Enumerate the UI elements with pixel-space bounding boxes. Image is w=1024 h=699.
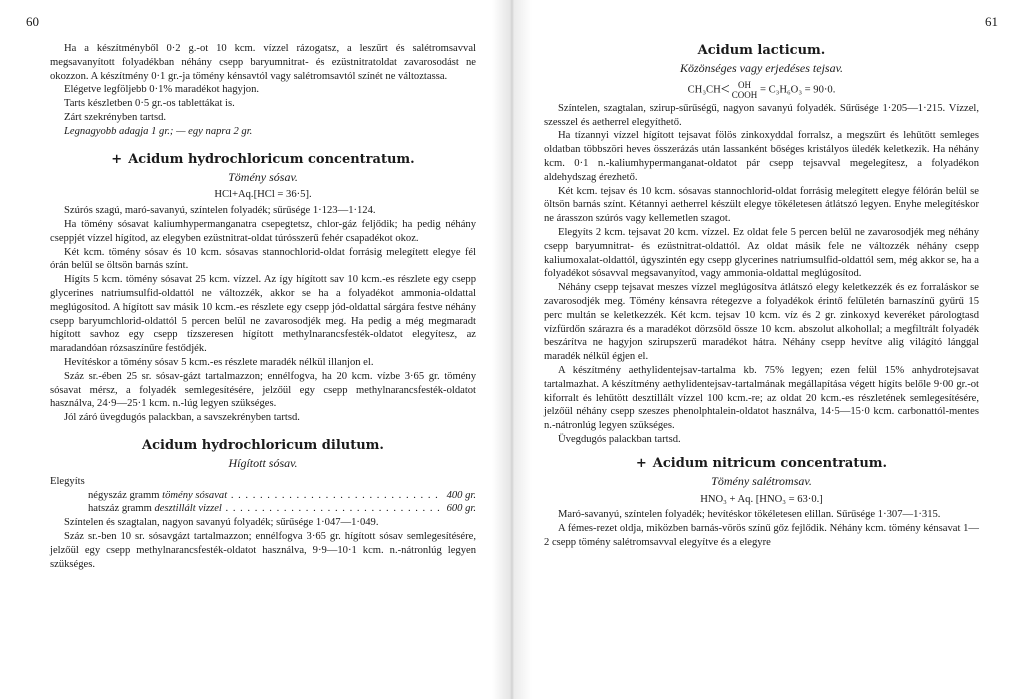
body-paragraph: Színtelen, szagtalan, szirup-sűrűségű, nagyon savanyú folyadék. Sűrűsége 1·205—1·215. Vízzel, szesszel és aetherrel elegyíthető. xyxy=(544,102,979,128)
body-paragraph: Hígíts 5 kcm. tömény sósavat 25 kcm. vízzel. Az így hígított sav 10 kcm.-es részlete egy csepp glycerines natriumsulfid-oldattól ne változzék, akkor se ha a folyadékot ammonia-oldattal meglúgosítod. A hígított sav másik 10 kcm.-es részlete egy csepp jód-oldattal sárgára festve néhány csepp baryumchlorid-oldattól 5 percen belül ne zavarosodjék meg. Ha pedig a még megmaradt hígított savhoz egy csepp tízszeresen hígított methylnarancsfesték-oldatot elegyítesz, az maradandóan rózsaszínűre festődjék. xyxy=(50,274,476,355)
recipe-line: négyszáz gramm tömény sósavat . . . 400 gr. xyxy=(50,489,476,503)
section-subtitle: Közönséges vagy erjedéses tejsav. xyxy=(679,61,844,75)
body-paragraph: Elegyíts 2 kcm. tejsavat 20 kcm. vízzel. Ez oldat fele 5 percen belül ne zavarosodjék meg néhány csepp baryumnitrat- és ezüstnitrat-oldattól. Az oldat másik fele ne változzék néhány csepp kaliumoxalat-oldattól, úgyszintén egy csepp glycerines natriumsulfid-oldattól sem, még akkor se, ha a folyadékot sósavval megsavanyítod, vagy ammonia-oldattal meglúgosítod. xyxy=(544,226,979,280)
section-title-lacticum: Acidum lacticum. xyxy=(697,43,826,58)
right-page xyxy=(512,0,1024,699)
intro-paragraph: Tarts készletben 0·5 gr.-os tablettákat is. xyxy=(64,98,235,110)
chemical-formula: CH₃CH< OH COOH = C₃H₆O₃ = 90·0. xyxy=(687,79,836,100)
body-paragraph: Szúrós szagú, maró-savanyú, színtelen folyadék; sűrűsége 1·123—1·124. xyxy=(64,205,376,217)
body-paragraph: Hevítéskor a tömény sósav 5 kcm.-es részlete maradék nélkül illanjon el. xyxy=(64,356,374,368)
section-title-nitricum-concentratum: + Acidum nitricum concentratum. xyxy=(635,455,888,471)
body-paragraph: A készítmény aethylidentejsav-tartalma kb. 75% legyen; ezen felül 15% anhydrotejsavat tartalmazhat. A készítmény aethylidentejsav-tartalmának megállapítása végett hígíts belőle 9·00 gr.-ot kiforralt és lehűtött desztillált vízzel 100 kcm.-re; az oldat 20 kcm.-es részletének semlegesítésére, jelzőül néhány csepp szeszes phenolphtalein-oldatot használva, 14·5—15·0 kcm. carbonattól-mentes n.-nátronlúg legyen szükséges. xyxy=(544,364,979,432)
body-paragraph: Ha tízannyi vízzel hígított tejsavat fölös zinkoxyddal forralsz, a megszűrt és lehűtött semleges oldatban többszöri heves összerázás után lassanként bőséges kristályos üledék keletkezik. Ha néhány kcm. 0·1 n.-kaliumhypermanganat-oldatot pár csepp tejsavval megelegítesz, a folyadékon aldehydszag érezhető. xyxy=(544,130,979,183)
body-paragraph: Száz sr.-ében 25 sr. sósav-gázt tartalmazzon; ennélfogva, ha 20 kcm. vízbe 3·65 gr. tömény sósavat mérsz, a folyadék semlegesítésére, jelzőül egy csepp methylnarancsfesték-oldatot használva, 24·9—25·1 kcm. n.-lúg legyen szükséges. xyxy=(50,370,476,410)
body-paragraph: Száz sr.-ben 10 sr. sósavgázt tartalmazzon; ennélfogva 3·65 gr. hígított sósav semlegesítésére, jelzőül egy csepp methylnarancsfesték-oldatot használva, 9·9—10·1 kcm. n.-nátronlúg legyen szükséges. xyxy=(50,530,476,570)
body-paragraph: Két kcm. tömény sósav és 10 kcm. sósavas stannochlorid-oldat forrásig melegített elegye fél órán belül se öltsön barnás színt. xyxy=(50,246,476,272)
body-paragraph: A fémes-rezet oldja, miközben barnás-vörös színű gőz fejlődik. Néhány kcm. tömény kénsavat 1—2 csepp tömény salétromsavval elegyítve és a elegyre xyxy=(544,523,979,548)
intro-paragraph: Elégetve legföljebb 0·1% maradékot hagyjon. xyxy=(64,84,260,96)
page-number-left: 60 xyxy=(26,14,39,29)
body-paragraph: Üvegdugós palackban tartsd. xyxy=(558,433,681,445)
intro-paragraph: Zárt szekrényben tartsd. xyxy=(64,111,167,123)
section-subtitle: Hígított sósav. xyxy=(228,455,298,470)
section-title-hydrochloricum-concentratum: + Acidum hydrochloricum concentratum. xyxy=(111,151,415,167)
cross-icon: + xyxy=(111,151,123,167)
recipe-line: hatszáz gramm desztillált vizzel . . . 600 gr. xyxy=(50,502,476,516)
body-paragraph: Színtelen és szagtalan, nagyon savanyú folyadék; sűrűsége 1·047—1·049. xyxy=(64,517,379,529)
chemical-formula: HNO₃ + Aq. [HNO₃ = 63·0.] xyxy=(700,493,823,505)
body-paragraph: Néhány csepp tejsavat meszes vízzel meglúgosítva átlátszó elegy keletkezzék és ez forraláskor se zavarosodjék meg. Tömény kénsavra rétegezve a folyadékok érintő felületén barnaszínű gyűrű 15 perc multán se keletkezzék. Két kcm. tejsav 10 kcm. víz és 2 gr. zinkoxyd keveréket párologtasd vízfürdőn szárazra és a maradékot dörzsöld össze 10 kcm. abszolut alkohollal; a megfiltrált folyadék beszárítva ne hagyjon szirupszerű maradékot hátra. Néhány csepp hevítve alig világító lánggal maradék nélkül égjen el. xyxy=(544,282,979,363)
chemical-formula: HCl+Aq.[HCl = 36·5]. xyxy=(214,189,312,201)
intro-paragraph: Ha a készítményből 0·2 g.-ot 10 kcm. vízzel rázogatsz, a leszűrt és salétromsavval megsavanyított folyadékban néhány csepp baryumnitrat- és ezüstnitratoldat zavarosodást ne okozzon. A készítmény 0·1 gr.-ja tömény kénsavtól vagy salétromsavtól színét ne változtassa. xyxy=(50,43,476,82)
recipe-intro: Elegyíts xyxy=(50,475,85,487)
section-subtitle: Tömény sósav. xyxy=(228,169,298,184)
section-subtitle: Tömény salétromsav. xyxy=(711,473,812,488)
body-paragraph: Jól záró üvegdugós palackban, a savszekrényben tartsd. xyxy=(64,412,300,424)
body-paragraph: Két kcm. tejsav és 10 kcm. sósavas stannochlorid-oldat forrásig melegített elegye félórán belül se öltsön barnás színt. Kétannyi aetherrel készült elegye tökéletesen átlátszó legyen. Enyhe melegítéskor ne árasszon szúrós vagy kellemetlen szagot. xyxy=(544,185,979,225)
page-number-right: 61 xyxy=(985,14,998,29)
body-paragraph: Ha tömény sósavat kaliumhypermanganatra csepegtetsz, chlor-gáz feljődik; ha pedig néhány cseppjét vízzel hígítod, az elegyben ezüstnitrat-oldat túrósszerű fehér csapadékot okoz. xyxy=(50,218,476,244)
right-page-text xyxy=(544,0,979,550)
max-dose-line: Legnagyobb adagja 1 gr.; — egy napra 2 gr. xyxy=(64,125,253,137)
section-title-hydrochloricum-dilutum: Acidum hydrochloricum dilutum. xyxy=(142,437,384,453)
cross-icon: + xyxy=(635,455,647,471)
body-paragraph: Maró-savanyú, színtelen folyadék; hevítéskor tökéletesen elillan. Sűrűsége 1·307—1·315. xyxy=(558,509,941,521)
left-page-text xyxy=(50,0,476,571)
